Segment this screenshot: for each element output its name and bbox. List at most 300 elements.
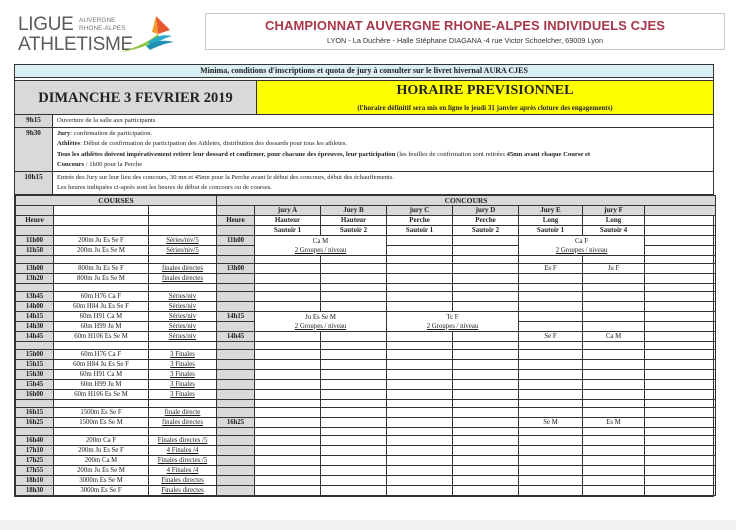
concours-time — [217, 446, 255, 456]
info-line: Entrée des Jury sur leur lieu des concours, 30 mn et 45mn pour la Perche avant le début des concours, début des échauffements. — [57, 174, 394, 182]
schedule-row — [16, 428, 716, 436]
empty-cell — [645, 466, 716, 476]
info-line — [57, 139, 709, 149]
concours-time — [217, 390, 255, 400]
course-time: 14h30 — [16, 322, 54, 332]
empty-cell — [583, 428, 645, 436]
logo-region-line1: AUVERGNE — [79, 17, 116, 24]
concours-header: CONCOURS — [217, 196, 716, 206]
schedule-row — [16, 236, 716, 246]
course-type — [149, 284, 217, 292]
empty-cell — [583, 342, 645, 350]
empty-cell — [453, 342, 519, 350]
schedule-row — [16, 274, 716, 284]
course-event: 3000m Es Se M — [54, 476, 149, 486]
empty-cell — [321, 476, 387, 486]
empty-cell — [583, 284, 645, 292]
perche-group-cell — [387, 312, 519, 332]
empty-cell — [387, 408, 453, 418]
empty-cell — [583, 408, 645, 418]
concours-time — [217, 274, 255, 284]
empty-cell — [255, 390, 321, 400]
empty-cell — [321, 400, 387, 408]
course-event: 60m H106 Es Se M — [54, 332, 149, 342]
concours-time — [217, 256, 255, 264]
course-time: 15h45 — [16, 380, 54, 390]
empty-cell — [519, 456, 583, 466]
ligue-logo — [18, 14, 178, 56]
empty-cell — [583, 400, 645, 408]
concours-time — [217, 246, 255, 256]
course-type: 3 Finales — [149, 350, 217, 360]
course-type: finales directes — [149, 264, 217, 274]
concours-group-note: 2 Groupes / niveau — [294, 322, 347, 330]
empty-cell — [583, 350, 645, 360]
day-header-row — [15, 81, 713, 115]
jury-b-header: Jury B — [321, 206, 387, 216]
jury-c-header: jury C — [387, 206, 453, 216]
course-event: 60m H99 Ju M — [54, 380, 149, 390]
empty-cell — [321, 342, 387, 350]
empty-cell — [453, 456, 519, 466]
empty-cell — [519, 428, 583, 436]
logo-ligue-text: LIGUE — [18, 14, 74, 35]
concours-time — [217, 370, 255, 380]
empty-cell — [255, 342, 321, 350]
course-time: 13h00 — [16, 264, 54, 274]
aire-e: Sautoir 1 — [519, 226, 583, 236]
info-line-bold: Tous les athlètes doivent impérativement retirer leur dossard et confirmer, pour chacune des épreuves, leur participation — [57, 150, 396, 158]
info-text — [53, 172, 713, 194]
empty-cell — [387, 284, 453, 292]
course-time: 15h30 — [16, 370, 54, 380]
concours-category: Ju Es Se M — [305, 313, 336, 321]
course-time — [16, 428, 54, 436]
empty-cell — [645, 256, 716, 264]
empty-cell — [519, 302, 583, 312]
schedule-row — [16, 436, 716, 446]
course-time: 17h25 — [16, 456, 54, 466]
empty-cell — [645, 206, 716, 216]
empty-cell — [217, 226, 255, 236]
empty-cell — [453, 302, 519, 312]
course-type — [149, 342, 217, 350]
empty-cell — [519, 400, 583, 408]
concours-time: 16h25 — [217, 418, 255, 428]
empty-cell — [645, 350, 716, 360]
course-type: 3 Finales — [149, 370, 217, 380]
empty-cell — [387, 418, 453, 428]
concours-time — [217, 436, 255, 446]
schedule-row — [16, 466, 716, 476]
empty-cell — [321, 408, 387, 418]
empty-cell — [321, 436, 387, 446]
aire-c: Sautoir 1 — [387, 226, 453, 236]
concours-time: 14h45 — [217, 332, 255, 342]
course-time: 14h00 — [16, 302, 54, 312]
empty-cell — [645, 456, 716, 466]
empty-cell — [255, 408, 321, 418]
course-type: finales directes — [149, 274, 217, 284]
concours-time — [217, 408, 255, 418]
aire-a: Sautoir 1 — [255, 226, 321, 236]
empty-cell — [453, 436, 519, 446]
course-time — [16, 256, 54, 264]
empty-cell — [645, 436, 716, 446]
schedule-row — [16, 332, 716, 342]
course-type: Séries/niv — [149, 312, 217, 322]
empty-cell — [453, 486, 519, 496]
concours-time: 13h00 — [217, 264, 255, 274]
horaire-title: HORAIRE PREVISIONNEL — [396, 83, 574, 98]
empty-cell — [583, 390, 645, 400]
info-line: Ouverture de la salle aux participants — [57, 117, 156, 124]
schedule-row — [16, 476, 716, 486]
info-line-text: : Début de confirmation de participation des Athletes, distribution des dossards pour tous les athletes. — [80, 140, 348, 148]
championship-title: CHAMPIONNAT AUVERGNE RHONE-ALPES INDIVIDUELS CJES — [265, 18, 665, 33]
concours-category: Ca M — [312, 237, 329, 245]
course-event: 200m Ca M — [54, 456, 149, 466]
info-time: 9h30 — [15, 128, 53, 171]
aire-d: Sautoir 2 — [453, 226, 519, 236]
empty-cell — [255, 332, 321, 342]
empty-cell — [387, 274, 453, 284]
empty-cell — [519, 350, 583, 360]
info-text — [53, 128, 713, 171]
empty-cell — [387, 302, 453, 312]
concours-time — [217, 322, 255, 332]
schedule-row — [16, 264, 716, 274]
course-event: 200m Ju Es Se F — [54, 236, 149, 246]
empty-cell — [321, 256, 387, 264]
discipline-b: Hauteur — [321, 216, 387, 226]
empty-cell — [255, 284, 321, 292]
empty-cell — [645, 322, 716, 332]
course-type: Séries/niv/5 — [149, 246, 217, 256]
concours-time — [217, 476, 255, 486]
empty-cell — [149, 226, 217, 236]
course-event: 800m Ju Es Se M — [54, 274, 149, 284]
empty-cell — [645, 274, 716, 284]
schedule-row — [16, 418, 716, 428]
empty-cell — [453, 284, 519, 292]
empty-cell — [645, 226, 716, 236]
discipline-header-row — [16, 216, 716, 226]
course-time — [16, 284, 54, 292]
empty-cell — [645, 446, 716, 456]
course-time: 17h55 — [16, 466, 54, 476]
long-f-cell: Es M — [583, 418, 645, 428]
empty-cell — [255, 302, 321, 312]
empty-cell — [321, 292, 387, 302]
empty-cell — [645, 264, 716, 274]
empty-cell — [54, 216, 149, 226]
info-line-bold: Athlètes — [57, 140, 81, 148]
info-line — [57, 150, 709, 160]
course-event: 60m H76 Ca F — [54, 292, 149, 302]
discipline-c: Perche — [387, 216, 453, 226]
empty-cell — [519, 436, 583, 446]
empty-cell — [16, 206, 54, 216]
empty-cell — [453, 408, 519, 418]
schedule-row — [16, 284, 716, 292]
empty-cell — [387, 360, 453, 370]
empty-cell — [255, 360, 321, 370]
empty-cell — [453, 380, 519, 390]
venue-address: LYON - La Duchère - Halle Stéphane DIAGANA -4 rue Victor Schoelcher, 69009 Lyon — [326, 36, 604, 45]
empty-cell — [453, 390, 519, 400]
info-line-text: (les feuilles de confirmation sont retirées — [395, 150, 507, 158]
empty-cell — [387, 466, 453, 476]
course-time: 11h00 — [16, 236, 54, 246]
empty-cell — [645, 380, 716, 390]
empty-cell — [583, 380, 645, 390]
course-time: 14h45 — [16, 332, 54, 342]
empty-cell — [519, 292, 583, 302]
horaire-banner — [257, 81, 713, 114]
info-line-bold: Concours — [57, 160, 85, 168]
empty-cell — [583, 256, 645, 264]
empty-cell — [453, 264, 519, 274]
info-time: 9h15 — [15, 115, 53, 127]
empty-cell — [387, 292, 453, 302]
empty-cell — [583, 446, 645, 456]
concours-category: Tc F — [446, 313, 459, 321]
empty-cell — [387, 256, 453, 264]
empty-cell — [645, 370, 716, 380]
long-e-cell: Es F — [519, 264, 583, 274]
empty-cell — [321, 332, 387, 342]
empty-cell — [453, 418, 519, 428]
course-type: Finales directes — [149, 486, 217, 496]
empty-cell — [519, 274, 583, 284]
course-event: 60m H91 Ca M — [54, 312, 149, 322]
course-time: 16h00 — [16, 390, 54, 400]
empty-cell — [583, 466, 645, 476]
empty-cell — [519, 486, 583, 496]
course-event: 1500m Es Se M — [54, 418, 149, 428]
empty-cell — [519, 466, 583, 476]
course-event — [54, 342, 149, 350]
empty-cell — [255, 476, 321, 486]
info-line-bold: 45mn avant chaque Course et — [506, 150, 591, 158]
jury-e-header: Jury E — [519, 206, 583, 216]
concours-time — [217, 360, 255, 370]
long-e-cell: Se F — [519, 332, 583, 342]
discipline-d: Perche — [453, 216, 519, 226]
concours-time — [217, 428, 255, 436]
empty-cell — [453, 292, 519, 302]
empty-cell — [583, 274, 645, 284]
empty-cell — [519, 284, 583, 292]
concours-group-note: 2 Groupes / niveau — [294, 246, 347, 254]
course-time — [16, 342, 54, 350]
empty-cell — [645, 284, 716, 292]
info-line: Les heures indiquées ci-après sont les heures de début de concours ou de courses. — [57, 184, 272, 192]
empty-cell — [255, 466, 321, 476]
info-row-9h30 — [15, 128, 713, 172]
info-row-9h15 — [15, 115, 713, 128]
empty-cell — [453, 476, 519, 486]
course-event: 200m Ca F — [54, 436, 149, 446]
info-row-10h15 — [15, 172, 713, 195]
empty-cell — [255, 292, 321, 302]
empty-cell — [255, 436, 321, 446]
schedule-row — [16, 486, 716, 496]
schedule-row — [16, 292, 716, 302]
empty-cell — [645, 312, 716, 322]
empty-cell — [255, 400, 321, 408]
concours-time — [217, 456, 255, 466]
course-time: 16h15 — [16, 408, 54, 418]
course-type — [149, 400, 217, 408]
course-event: 1500m Es Se F — [54, 408, 149, 418]
empty-cell — [149, 216, 217, 226]
schedule-row — [16, 370, 716, 380]
empty-cell — [321, 390, 387, 400]
empty-cell — [387, 428, 453, 436]
concours-time — [217, 350, 255, 360]
empty-cell — [387, 380, 453, 390]
empty-cell — [583, 486, 645, 496]
horaire-subtitle: (l'horaire définitif sera mis en ligne le jeudi 31 janvier après cloture des engagements) — [357, 104, 613, 112]
empty-cell — [583, 292, 645, 302]
concours-group-note: 2 Groupes / niveau — [426, 322, 479, 330]
course-type: Séries/niv — [149, 332, 217, 342]
empty-cell — [645, 292, 716, 302]
course-type: finale directe — [149, 408, 217, 418]
empty-cell — [387, 342, 453, 350]
empty-cell — [583, 370, 645, 380]
empty-cell — [387, 446, 453, 456]
course-event: 60m H106 Es Se M — [54, 390, 149, 400]
long-f-cell: Ju F — [583, 264, 645, 274]
schedule-table — [15, 195, 716, 496]
course-time: 13h20 — [16, 274, 54, 284]
concours-category: Ca F — [574, 237, 589, 245]
schedule-row — [16, 350, 716, 360]
schedule-row — [16, 408, 716, 418]
empty-cell — [453, 428, 519, 436]
empty-cell — [519, 476, 583, 486]
course-type — [149, 428, 217, 436]
empty-cell — [453, 274, 519, 284]
empty-cell — [387, 400, 453, 408]
jury-f-header: jury F — [583, 206, 645, 216]
info-text — [53, 115, 713, 127]
course-type: 3 Finales — [149, 360, 217, 370]
empty-cell — [387, 350, 453, 360]
empty-cell — [54, 226, 149, 236]
empty-cell — [583, 456, 645, 466]
courses-header: COURSES — [16, 196, 217, 206]
course-type: Séries/niv — [149, 292, 217, 302]
concours-time — [217, 466, 255, 476]
long-e-cell: Se M — [519, 418, 583, 428]
empty-cell — [453, 360, 519, 370]
empty-cell — [321, 486, 387, 496]
long-group-cell — [519, 236, 645, 256]
schedule-row — [16, 446, 716, 456]
empty-cell — [16, 226, 54, 236]
course-event: 60m H84 Ju Es Se F — [54, 360, 149, 370]
info-line-bold: Jury — [57, 130, 71, 138]
course-time: 13h45 — [16, 292, 54, 302]
empty-cell — [255, 380, 321, 390]
empty-cell — [321, 446, 387, 456]
courses-heure-header: Heure — [16, 216, 54, 226]
empty-cell — [321, 264, 387, 274]
minima-notice: Minima, conditions d'inscriptions et quota de jury à consulter sur le livret hivernal AURA CJES — [15, 65, 713, 78]
course-type: Séries/niv — [149, 322, 217, 332]
empty-cell — [453, 256, 519, 264]
info-line-text: / 1h00 pour la Perche — [84, 160, 143, 168]
empty-cell — [519, 312, 583, 322]
info-time: 10h15 — [15, 172, 53, 194]
jury-d-header: jury D — [453, 206, 519, 216]
empty-cell — [645, 428, 716, 436]
empty-cell — [453, 350, 519, 360]
jury-header-row — [16, 206, 716, 216]
concours-time — [217, 486, 255, 496]
empty-cell — [645, 476, 716, 486]
empty-cell — [321, 418, 387, 428]
empty-cell — [583, 302, 645, 312]
empty-cell — [255, 486, 321, 496]
schedule-row — [16, 302, 716, 312]
empty-cell — [321, 456, 387, 466]
schedule-row — [16, 342, 716, 350]
empty-cell — [645, 360, 716, 370]
course-event: 200m Ju Es Se M — [54, 466, 149, 476]
course-event: 200m Ju Es Se F — [54, 446, 149, 456]
course-type: Finales directes /5 — [149, 456, 217, 466]
empty-cell — [453, 446, 519, 456]
course-event — [54, 256, 149, 264]
course-type: Séries/niv — [149, 302, 217, 312]
empty-cell — [387, 390, 453, 400]
course-time: 16h25 — [16, 418, 54, 428]
empty-cell — [321, 466, 387, 476]
empty-cell — [453, 370, 519, 380]
info-line — [57, 160, 709, 170]
schedule-row — [16, 256, 716, 264]
empty-cell — [255, 456, 321, 466]
long-f-cell: Ca M — [583, 332, 645, 342]
concours-time — [217, 292, 255, 302]
course-type: 4 Finales /4 — [149, 466, 217, 476]
course-time: 18h30 — [16, 486, 54, 496]
course-type: Finales directes /5 — [149, 436, 217, 446]
empty-cell — [321, 274, 387, 284]
empty-cell — [54, 206, 149, 216]
page-footer-bar — [0, 520, 736, 530]
course-type: 4 Finales /4 — [149, 446, 217, 456]
empty-cell — [519, 390, 583, 400]
empty-cell — [453, 466, 519, 476]
discipline-a: Hauteur — [255, 216, 321, 226]
concours-time: 14h15 — [217, 312, 255, 322]
course-type: finales directes — [149, 418, 217, 428]
concours-time — [217, 302, 255, 312]
empty-cell — [519, 408, 583, 418]
empty-cell — [519, 322, 583, 332]
empty-cell — [149, 206, 217, 216]
course-event — [54, 428, 149, 436]
empty-cell — [453, 400, 519, 408]
course-event: 3000m Es Se F — [54, 486, 149, 496]
empty-cell — [519, 380, 583, 390]
